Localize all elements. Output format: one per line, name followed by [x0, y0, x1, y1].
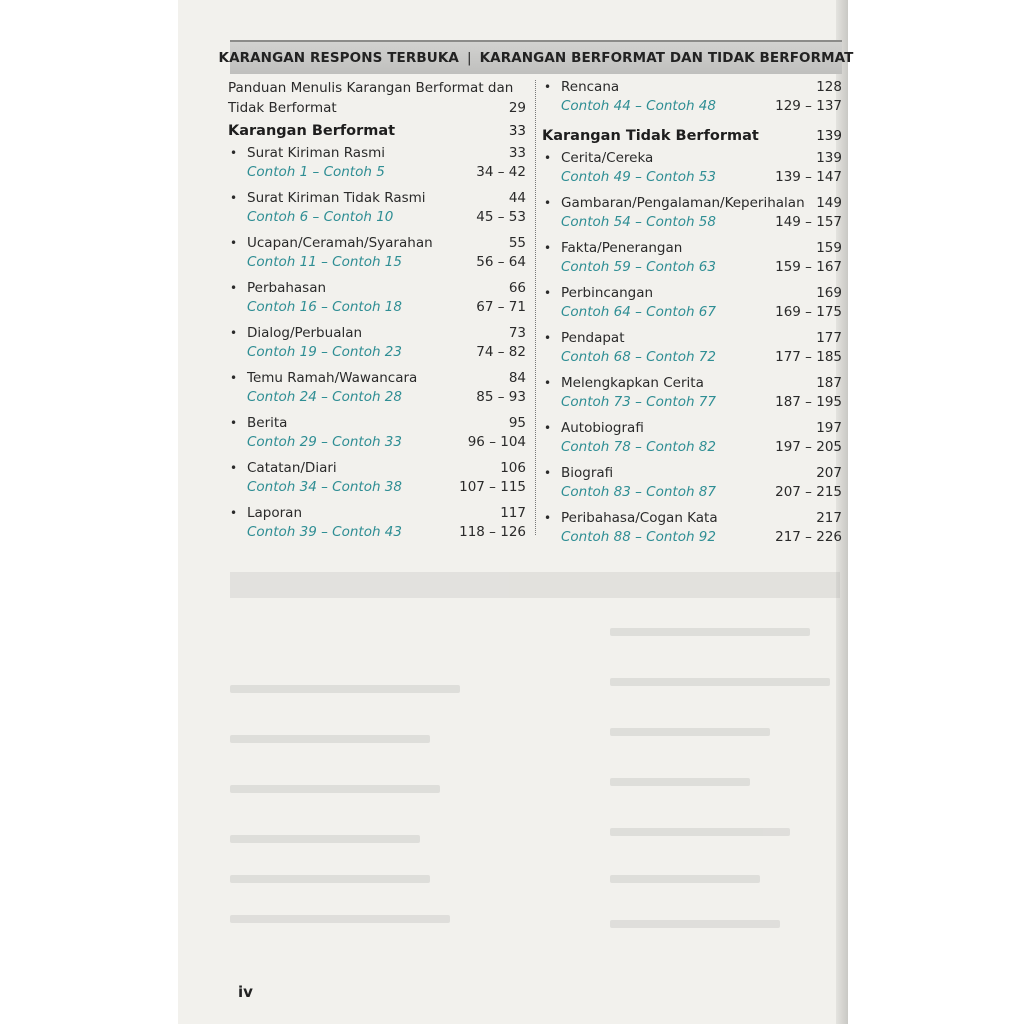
entry-examples: Contoh 68 – Contoh 72 — [561, 349, 716, 365]
bullet-icon: • — [230, 146, 238, 160]
entry-page-range: 34 – 42 — [476, 164, 526, 180]
toc-entry — [542, 149, 842, 194]
entry-page: 217 — [816, 510, 842, 526]
entry-label: Ucapan/Ceramah/Syarahan — [247, 235, 433, 251]
intro-page-number: 29 — [508, 100, 526, 116]
bullet-icon: • — [544, 421, 552, 435]
intro-line-2: Tidak Berformat — [228, 100, 337, 116]
entry-page: 84 — [508, 370, 526, 386]
entry-label: Dialog/Perbualan — [247, 325, 363, 341]
entry-page: 33 — [508, 145, 526, 161]
entry-label: Gambaran/Pengalaman/Keperihalan — [561, 195, 805, 211]
bullet-icon: • — [230, 416, 238, 430]
page-number-folio: iv — [238, 983, 253, 1001]
bleed-through-line — [610, 920, 780, 928]
entry-page-range: 96 – 104 — [467, 434, 526, 450]
entry-label: Biografi — [561, 465, 614, 481]
bleed-through-line — [230, 835, 420, 843]
header-left-title: KARANGAN RESPONS TERBUKA — [218, 50, 459, 66]
toc-entry — [542, 509, 842, 554]
entry-label: Cerita/Cereka — [561, 150, 654, 166]
entry-label: Laporan — [247, 505, 303, 521]
entry-page-range: 149 – 157 — [775, 214, 842, 230]
bullet-icon: • — [544, 376, 552, 390]
section-page-number: 33 — [508, 123, 526, 139]
entry-page-range: 74 – 82 — [476, 344, 526, 360]
bleed-through-line — [230, 915, 450, 923]
entry-page-range: 129 – 137 — [775, 98, 842, 114]
entry-examples: Contoh 11 – Contoh 15 — [247, 254, 402, 270]
bleed-through-line — [230, 875, 430, 883]
entry-examples: Contoh 6 – Contoh 10 — [247, 209, 394, 225]
bleed-through-line — [610, 828, 790, 836]
entry-examples: Contoh 88 – Contoh 92 — [561, 529, 716, 545]
bullet-icon: • — [230, 281, 238, 295]
bullet-icon: • — [544, 511, 552, 525]
toc-entry — [228, 369, 526, 414]
entry-page: 44 — [508, 190, 526, 206]
section-heading-tidak-berformat — [542, 123, 842, 149]
entry-page: 128 — [816, 79, 842, 95]
entry-page-range: 159 – 167 — [775, 259, 842, 275]
section-page-number: 139 — [816, 128, 842, 144]
bullet-icon: • — [544, 196, 552, 210]
toc-entry — [228, 459, 526, 504]
entry-page-range: 45 – 53 — [476, 209, 526, 225]
entry-examples: Contoh 59 – Contoh 63 — [561, 259, 716, 275]
bullet-icon: • — [544, 466, 552, 480]
entry-label: Fakta/Penerangan — [561, 240, 683, 256]
entry-examples: Contoh 54 – Contoh 58 — [561, 214, 716, 230]
toc-right-column — [542, 78, 842, 554]
bleed-through-line — [610, 678, 830, 686]
section-heading-berformat — [228, 118, 526, 144]
header-right-title: KARANGAN BERFORMAT DAN TIDAK BERFORMAT — [479, 50, 854, 66]
bullet-icon: • — [544, 286, 552, 300]
bullet-icon: • — [230, 326, 238, 340]
entry-page: 177 — [816, 330, 842, 346]
toc-entry — [542, 329, 842, 374]
entry-page: 169 — [816, 285, 842, 301]
bleed-through-shadow — [230, 570, 840, 950]
bleed-through-line — [230, 735, 430, 743]
entry-label: Perbincangan — [561, 285, 654, 301]
entry-page-range: 207 – 215 — [775, 484, 842, 500]
section-title: Karangan Tidak Berformat — [542, 128, 759, 144]
entry-label: Autobiografi — [561, 420, 644, 436]
bleed-through-line — [610, 728, 770, 736]
entry-examples: Contoh 1 – Contoh 5 — [247, 164, 385, 180]
bullet-icon: • — [230, 461, 238, 475]
toc-entry — [542, 284, 842, 329]
entry-label: Melengkapkan Cerita — [561, 375, 704, 391]
background-margin — [848, 0, 1024, 1024]
entry-examples: Contoh 19 – Contoh 23 — [247, 344, 402, 360]
entry-page: 139 — [816, 150, 842, 166]
toc-entry — [542, 239, 842, 284]
entry-label: Perbahasan — [247, 280, 327, 296]
bleed-through-line — [610, 628, 810, 636]
entry-examples: Contoh 83 – Contoh 87 — [561, 484, 716, 500]
toc-entry — [542, 419, 842, 464]
entry-page-range: 85 – 93 — [476, 389, 526, 405]
entry-page: 106 — [500, 460, 526, 476]
column-divider — [535, 80, 536, 535]
bullet-icon: • — [230, 236, 238, 250]
entry-page-range: 56 – 64 — [476, 254, 526, 270]
entry-page-range: 118 – 126 — [459, 524, 526, 540]
entry-examples: Contoh 16 – Contoh 18 — [247, 299, 402, 315]
entry-examples: Contoh 64 – Contoh 67 — [561, 304, 716, 320]
toc-entry — [228, 504, 526, 549]
bullet-icon: • — [544, 241, 552, 255]
entry-label: Temu Ramah/Wawancara — [247, 370, 418, 386]
entry-page: 95 — [508, 415, 526, 431]
bleed-through-line — [610, 875, 760, 883]
toc-entry — [228, 414, 526, 459]
bleed-through-band — [230, 572, 840, 598]
entry-label: Surat Kiriman Rasmi — [247, 145, 385, 161]
entry-page-range: 107 – 115 — [459, 479, 526, 495]
entry-page: 197 — [816, 420, 842, 436]
entry-page: 159 — [816, 240, 842, 256]
entry-page: 66 — [508, 280, 526, 296]
entry-examples: Contoh 39 – Contoh 43 — [247, 524, 402, 540]
toc-entry — [228, 189, 526, 234]
running-header — [218, 40, 854, 74]
entry-examples: Contoh 24 – Contoh 28 — [247, 389, 402, 405]
toc-entry — [542, 374, 842, 419]
entry-page-range: 177 – 185 — [775, 349, 842, 365]
entry-label: Catatan/Diari — [247, 460, 337, 476]
bullet-icon: • — [544, 80, 552, 94]
toc-entry — [228, 144, 526, 189]
entry-examples: Contoh 49 – Contoh 53 — [561, 169, 716, 185]
entry-page-range: 187 – 195 — [775, 394, 842, 410]
entry-examples: Contoh 34 – Contoh 38 — [247, 479, 402, 495]
bullet-icon: • — [230, 506, 238, 520]
entry-label: Berita — [247, 415, 288, 431]
bullet-icon: • — [230, 191, 238, 205]
entry-page-range: 139 – 147 — [775, 169, 842, 185]
entry-page: 187 — [816, 375, 842, 391]
entry-examples: Contoh 29 – Contoh 33 — [247, 434, 402, 450]
entry-label: Pendapat — [561, 330, 625, 346]
toc-intro-entry — [228, 78, 526, 118]
toc-entry — [542, 78, 842, 123]
header-separator: | — [466, 50, 472, 66]
entry-examples: Contoh 73 – Contoh 77 — [561, 394, 716, 410]
bullet-icon: • — [230, 371, 238, 385]
entry-examples: Contoh 44 – Contoh 48 — [561, 98, 716, 114]
bullet-icon: • — [544, 331, 552, 345]
entry-page-range: 217 – 226 — [775, 529, 842, 545]
entry-page-range: 197 – 205 — [775, 439, 842, 455]
entry-label: Surat Kiriman Tidak Rasmi — [247, 190, 426, 206]
entry-page-range: 67 – 71 — [476, 299, 526, 315]
entry-examples: Contoh 78 – Contoh 82 — [561, 439, 716, 455]
toc-entry — [228, 234, 526, 279]
entry-page: 55 — [508, 235, 526, 251]
entry-page-range: 169 – 175 — [775, 304, 842, 320]
entry-label: Peribahasa/Cogan Kata — [561, 510, 718, 526]
entry-page: 117 — [500, 505, 526, 521]
toc-entry — [228, 279, 526, 324]
toc-left-column — [228, 78, 526, 549]
intro-line-1: Panduan Menulis Karangan Berformat dan — [228, 80, 514, 96]
bleed-through-line — [230, 685, 460, 693]
entry-page: 149 — [816, 195, 842, 211]
toc-entry — [542, 194, 842, 239]
bleed-through-line — [610, 778, 750, 786]
toc-entry — [542, 464, 842, 509]
entry-page: 73 — [508, 325, 526, 341]
section-title: Karangan Berformat — [228, 123, 396, 139]
entry-page: 207 — [816, 465, 842, 481]
bullet-icon: • — [544, 151, 552, 165]
bleed-through-line — [230, 785, 440, 793]
entry-label: Rencana — [561, 79, 620, 95]
toc-entry — [228, 324, 526, 369]
